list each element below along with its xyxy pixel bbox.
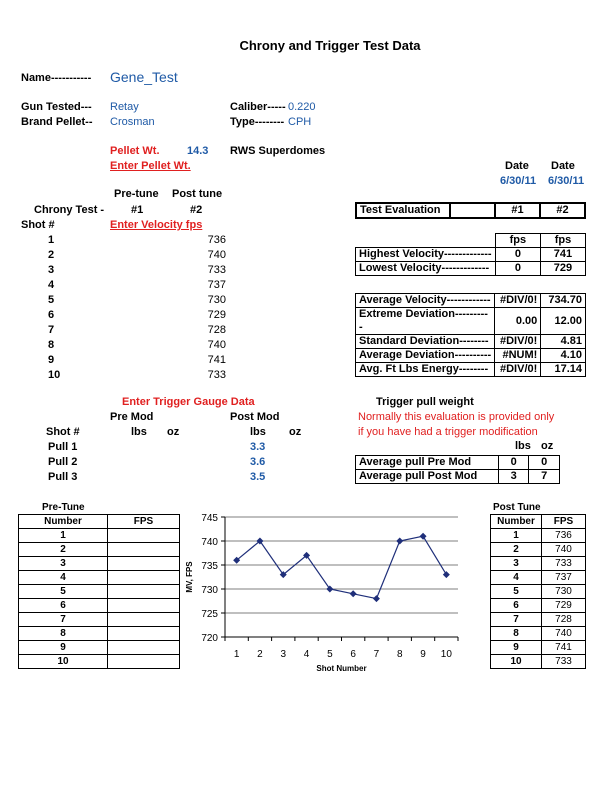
eval-row bbox=[356, 363, 586, 377]
enter-trigger-label: Enter Trigger Gauge Data bbox=[122, 396, 255, 408]
shot-velocity[interactable]: 733 bbox=[207, 369, 226, 381]
type-label: Type-------- bbox=[230, 116, 285, 128]
x-axis-label: Shot Number bbox=[316, 664, 367, 673]
shot-number: 2 bbox=[48, 249, 55, 261]
shot-number: 1 bbox=[48, 234, 55, 246]
type-value[interactable]: CPH bbox=[288, 116, 312, 128]
posttune-row bbox=[491, 529, 586, 543]
posttune-fps: 737 bbox=[542, 571, 586, 585]
posttune-fps: 740 bbox=[542, 543, 586, 557]
avg-pull-lbs-header: lbs bbox=[515, 440, 531, 452]
test-evaluation-spacer bbox=[450, 203, 495, 218]
posttune-row bbox=[491, 571, 586, 585]
posttune-row bbox=[491, 627, 586, 641]
pretune-table-title: Pre-Tune bbox=[42, 502, 85, 513]
posttune-row bbox=[491, 599, 586, 613]
posttune-number-header: Number bbox=[491, 515, 542, 529]
eval-col2-header: #2 bbox=[540, 203, 585, 218]
y-axis-label: MV, FPS bbox=[185, 561, 194, 593]
pellet-wt-label: Pellet Wt. bbox=[110, 145, 160, 157]
eval-value-1: 0 bbox=[495, 248, 540, 262]
unit-fps-2: fps bbox=[540, 234, 585, 248]
pre-lbs-label: lbs bbox=[131, 426, 147, 438]
avg-pull-post-label: Average pull Post Mod bbox=[356, 470, 499, 484]
pretune-table bbox=[18, 514, 180, 669]
eval-value-2: 741 bbox=[540, 248, 585, 262]
avg-pull-table bbox=[355, 455, 560, 484]
eval-value-2: 734.70 bbox=[541, 294, 586, 308]
y-tick-label: 720 bbox=[201, 633, 218, 644]
x-tick-label: 4 bbox=[303, 649, 310, 660]
posttune-row bbox=[491, 613, 586, 627]
shot-number: 3 bbox=[48, 264, 55, 276]
pretune-number: 3 bbox=[19, 557, 108, 571]
shot-number: 8 bbox=[48, 339, 55, 351]
eval-label: Extreme Deviation---------- bbox=[356, 308, 495, 335]
pretune-number-header: Number bbox=[19, 515, 108, 529]
pretune-fps[interactable] bbox=[108, 641, 180, 655]
shot-velocity[interactable]: 741 bbox=[207, 354, 226, 366]
shot-velocity[interactable]: 740 bbox=[207, 339, 226, 351]
pretune-row bbox=[19, 585, 180, 599]
x-tick-label: 10 bbox=[440, 649, 452, 660]
test-evaluation-header bbox=[355, 202, 586, 219]
pretune-fps[interactable] bbox=[108, 627, 180, 641]
x-tick-label: 9 bbox=[420, 649, 426, 660]
trigger-weight-label: Trigger pull weight bbox=[376, 396, 474, 408]
pre-mod-label: Pre Mod bbox=[110, 411, 154, 423]
shot-number: 4 bbox=[48, 279, 55, 291]
shot-velocity[interactable]: 740 bbox=[207, 249, 226, 261]
posttune-number: 9 bbox=[491, 641, 542, 655]
pull-post-lbs[interactable]: 3.6 bbox=[250, 456, 266, 468]
eval-value-2: 12.00 bbox=[541, 308, 586, 335]
pretune-row bbox=[19, 543, 180, 557]
pretune-row bbox=[19, 627, 180, 641]
pull-post-lbs[interactable]: 3.5 bbox=[250, 471, 266, 483]
post-oz-label: oz bbox=[289, 426, 302, 438]
eval-label: Average Velocity------------ bbox=[356, 294, 495, 308]
velocity-range-table bbox=[355, 233, 586, 276]
posttune-number: 6 bbox=[491, 599, 542, 613]
eval-row bbox=[356, 294, 586, 308]
eval-row bbox=[356, 262, 586, 276]
x-tick-label: 8 bbox=[396, 649, 403, 660]
pretune-row bbox=[19, 613, 180, 627]
y-tick-label: 740 bbox=[201, 537, 218, 548]
date-label-2: Date bbox=[551, 160, 575, 172]
data-point bbox=[396, 538, 403, 545]
pretune-number: 10 bbox=[19, 655, 108, 669]
date-value-2[interactable]: 6/30/11 bbox=[548, 175, 585, 187]
shot-velocity[interactable]: 737 bbox=[207, 279, 226, 291]
pretune-number: 8 bbox=[19, 627, 108, 641]
pretune-row bbox=[19, 655, 180, 669]
pretune-row bbox=[19, 529, 180, 543]
pretune-number: 7 bbox=[19, 613, 108, 627]
eval-value-1: #NUM! bbox=[495, 349, 541, 363]
eval-row bbox=[356, 248, 586, 262]
x-tick-label: 5 bbox=[327, 649, 333, 660]
pellet-wt-value[interactable]: 14.3 bbox=[187, 145, 209, 157]
avg-pull-pre-label: Average pull Pre Mod bbox=[356, 456, 499, 470]
page-title: Chrony and Trigger Test Data bbox=[239, 38, 421, 53]
posttune-fps: 729 bbox=[542, 599, 586, 613]
eval-value-2: 4.10 bbox=[541, 349, 586, 363]
posttune-fps: 740 bbox=[542, 627, 586, 641]
enter-velocity-label: Enter Velocity fps bbox=[110, 219, 203, 231]
eval-value-2: 17.14 bbox=[541, 363, 586, 377]
shot-velocity[interactable]: 730 bbox=[207, 294, 226, 306]
shot-velocity[interactable]: 736 bbox=[207, 234, 226, 246]
posttune-fps: 730 bbox=[542, 585, 586, 599]
pretune-fps[interactable] bbox=[108, 655, 180, 669]
pretune-number: 4 bbox=[19, 571, 108, 585]
avg-pull-post-lbs: 3 bbox=[499, 470, 529, 484]
eval-label: Highest Velocity------------- bbox=[356, 248, 496, 262]
pretune-row bbox=[19, 571, 180, 585]
shot-velocity[interactable]: 733 bbox=[207, 264, 226, 276]
posttune-fps-header: FPS bbox=[542, 515, 586, 529]
x-tick-label: 7 bbox=[373, 649, 380, 660]
gun-label: Gun Tested--- bbox=[21, 101, 92, 113]
chrony-test-label: Chrony Test - bbox=[34, 204, 105, 216]
data-point bbox=[326, 586, 333, 593]
data-point bbox=[350, 590, 357, 597]
pull-label: Pull 2 bbox=[48, 456, 78, 468]
posttune-label: Post tune bbox=[172, 188, 223, 200]
pull-label: Pull 3 bbox=[48, 471, 78, 483]
shot-label: Shot # bbox=[21, 219, 55, 231]
eval-value-1: 0 bbox=[495, 262, 540, 276]
pretune-label: Pre-tune bbox=[114, 188, 159, 200]
shot-number: 9 bbox=[48, 354, 55, 366]
pull-shot-label: Shot # bbox=[46, 426, 80, 438]
posttune-fps: 733 bbox=[542, 655, 586, 669]
col2-label: #2 bbox=[190, 204, 203, 216]
pretune-fps[interactable] bbox=[108, 613, 180, 627]
pretune-row bbox=[19, 599, 180, 613]
date-label-1: Date bbox=[505, 160, 529, 172]
eval-value-1: #DIV/0! bbox=[495, 335, 541, 349]
pretune-fps[interactable] bbox=[108, 585, 180, 599]
post-lbs-label: lbs bbox=[250, 426, 266, 438]
pretune-number: 9 bbox=[19, 641, 108, 655]
posttune-fps: 728 bbox=[542, 613, 586, 627]
eval-label: Avg. Ft Lbs Energy-------- bbox=[356, 363, 495, 377]
x-tick-label: 3 bbox=[280, 649, 287, 660]
eval-label: Average Deviation---------- bbox=[356, 349, 495, 363]
pretune-row bbox=[19, 641, 180, 655]
posttune-row bbox=[491, 557, 586, 571]
eval-value-1: 0.00 bbox=[495, 308, 541, 335]
shot-number: 7 bbox=[48, 324, 55, 336]
unit-fps-1: fps bbox=[495, 234, 540, 248]
name-label: Name----------- bbox=[21, 72, 92, 84]
y-tick-label: 735 bbox=[201, 561, 218, 572]
posttune-number: 4 bbox=[491, 571, 542, 585]
pretune-fps[interactable] bbox=[108, 529, 180, 543]
posttune-row bbox=[491, 543, 586, 557]
trigger-note-2: if you have had a trigger modification bbox=[358, 426, 538, 438]
gun-value[interactable]: Retay bbox=[110, 101, 139, 113]
pretune-number: 2 bbox=[19, 543, 108, 557]
eval-label: Lowest Velocity------------- bbox=[356, 262, 496, 276]
y-tick-label: 745 bbox=[201, 513, 218, 524]
eval-label: Standard Deviation-------- bbox=[356, 335, 495, 349]
caliber-label: Caliber----- bbox=[230, 101, 286, 113]
avg-pull-pre-oz: 0 bbox=[529, 456, 560, 470]
pull-post-lbs[interactable]: 3.3 bbox=[250, 441, 266, 453]
pretune-number: 5 bbox=[19, 585, 108, 599]
data-point bbox=[443, 571, 450, 578]
posttune-number: 3 bbox=[491, 557, 542, 571]
pull-label: Pull 1 bbox=[48, 441, 78, 453]
pretune-fps-header: FPS bbox=[108, 515, 180, 529]
eval-row bbox=[356, 335, 586, 349]
x-tick-label: 6 bbox=[350, 649, 356, 660]
eval-value-2: 4.81 bbox=[541, 335, 586, 349]
posttune-fps: 736 bbox=[542, 529, 586, 543]
velocity-stats-table bbox=[355, 293, 586, 377]
pretune-number: 1 bbox=[19, 529, 108, 543]
shot-velocity[interactable]: 728 bbox=[207, 324, 226, 336]
posttune-number: 8 bbox=[491, 627, 542, 641]
eval-col1-header: #1 bbox=[495, 203, 540, 218]
col1-label: #1 bbox=[131, 204, 144, 216]
velocity-chart bbox=[180, 508, 480, 680]
shot-number: 6 bbox=[48, 309, 55, 321]
eval-row bbox=[356, 308, 586, 335]
avg-pull-post-oz: 7 bbox=[529, 470, 560, 484]
posttune-number: 1 bbox=[491, 529, 542, 543]
pretune-number: 6 bbox=[19, 599, 108, 613]
posttune-row bbox=[491, 641, 586, 655]
caliber-value[interactable]: 0.220 bbox=[288, 101, 316, 113]
posttune-row bbox=[491, 585, 586, 599]
pre-oz-label: oz bbox=[167, 426, 180, 438]
data-point bbox=[420, 533, 427, 540]
eval-value-2: 729 bbox=[540, 262, 585, 276]
trigger-note-1: Normally this evaluation is provided only bbox=[358, 411, 555, 423]
posttune-table-title: Post Tune bbox=[493, 502, 541, 513]
data-point bbox=[373, 595, 380, 602]
shot-number: 10 bbox=[48, 369, 61, 381]
velocity-range-blank bbox=[356, 234, 496, 248]
brand-value[interactable]: Crosman bbox=[110, 116, 155, 128]
pretune-fps[interactable] bbox=[108, 571, 180, 585]
y-tick-label: 725 bbox=[201, 609, 218, 620]
pretune-row bbox=[19, 557, 180, 571]
shot-number: 5 bbox=[48, 294, 55, 306]
pretune-fps[interactable] bbox=[108, 599, 180, 613]
posttune-fps: 741 bbox=[542, 641, 586, 655]
posttune-number: 2 bbox=[491, 543, 542, 557]
eval-value-1: #DIV/0! bbox=[495, 363, 541, 377]
posttune-fps: 733 bbox=[542, 557, 586, 571]
shot-velocity[interactable]: 729 bbox=[207, 309, 226, 321]
x-tick-label: 1 bbox=[233, 649, 240, 660]
brand-label: Brand Pellet-- bbox=[21, 116, 93, 128]
pretune-fps[interactable] bbox=[108, 557, 180, 571]
y-tick-label: 730 bbox=[201, 585, 218, 596]
eval-value-1: #DIV/0! bbox=[495, 294, 541, 308]
posttune-number: 10 bbox=[491, 655, 542, 669]
avg-pull-oz-header: oz bbox=[541, 440, 554, 452]
posttune-number: 5 bbox=[491, 585, 542, 599]
x-tick-label: 2 bbox=[257, 649, 263, 660]
pretune-fps[interactable] bbox=[108, 543, 180, 557]
test-evaluation-label: Test Evaluation bbox=[356, 203, 450, 218]
posttune-row bbox=[491, 655, 586, 669]
posttune-number: 7 bbox=[491, 613, 542, 627]
eval-row bbox=[356, 349, 586, 363]
name-value[interactable]: Gene_Test bbox=[110, 69, 178, 85]
posttune-table bbox=[490, 514, 586, 669]
post-mod-label: Post Mod bbox=[230, 411, 280, 423]
enter-pellet-wt-label: Enter Pellet Wt. bbox=[110, 160, 191, 172]
avg-pull-pre-lbs: 0 bbox=[499, 456, 529, 470]
date-value-1[interactable]: 6/30/11 bbox=[500, 175, 537, 187]
pellet-name: RWS Superdomes bbox=[230, 145, 326, 157]
